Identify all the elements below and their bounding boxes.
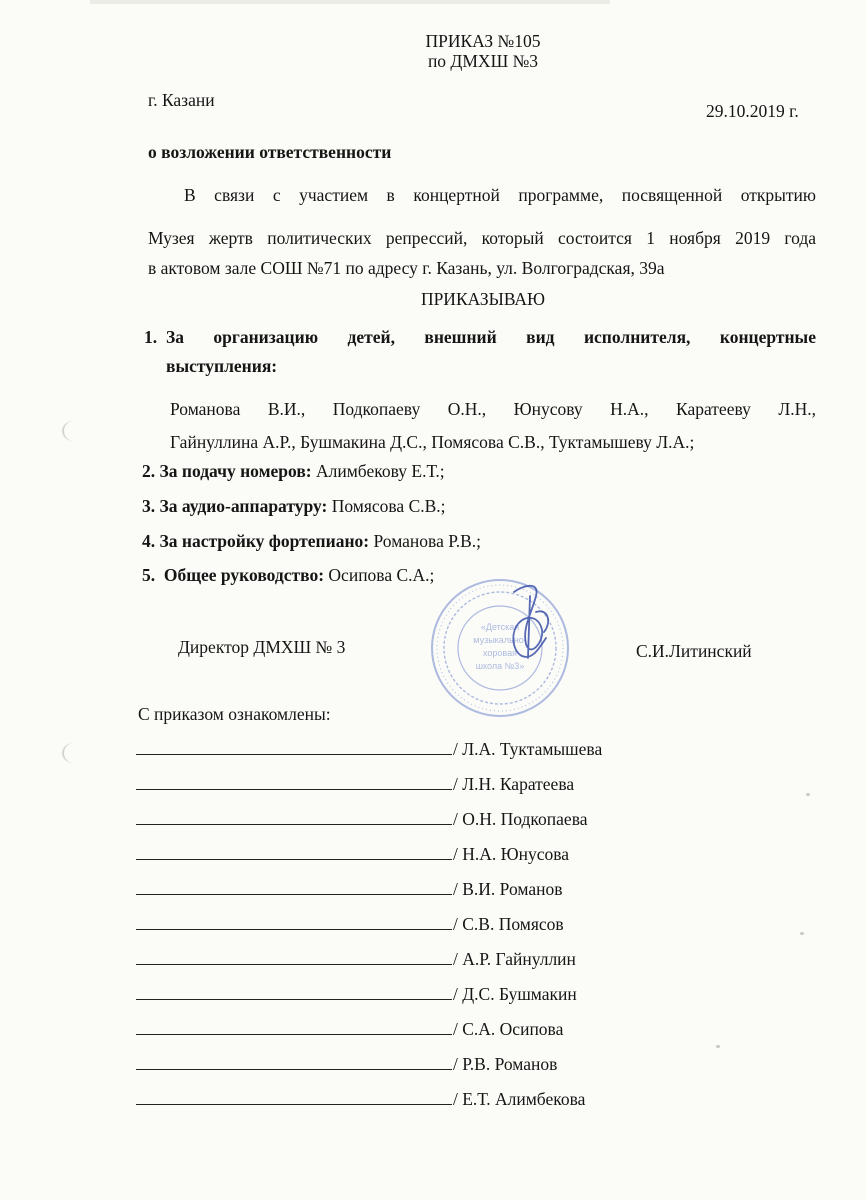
signature-line [136,984,452,1000]
signature-line [136,1019,452,1035]
item-number: 4. [142,531,156,551]
signature-line [136,914,452,930]
item-label: За подачу номеров: [159,461,312,481]
punch-hole-mark [62,420,90,442]
signature-line [136,1054,452,1070]
signatory-position: Директор ДМХШ № 3 [178,637,346,657]
item-label: За организацию детей, внешний вид исполнителя, концертные [166,327,816,347]
acknowledger-name: / С.А. Осипова [453,1019,564,1039]
stamp-text: музыкально- [473,635,527,645]
acknowledgement-row [136,843,569,865]
acknowledger-name: / О.Н. Подкопаева [453,809,588,829]
item-value: Помясова С.В.; [327,496,446,516]
scan-speck [716,1045,720,1048]
order-title: ПРИКАЗ №105 [425,31,541,51]
item-value: Алимбекову Е.Т.; [311,461,445,481]
item-number: 1. [144,327,158,347]
signature-line [136,1089,452,1105]
stamp-text: школа №3» [475,661,525,671]
item-label: выступления: [166,356,278,376]
acknowledgement-row [136,808,588,830]
official-stamp [418,572,588,722]
item-number: 2. [142,461,156,481]
acknowledgement-row [136,983,577,1005]
acknowledger-name: / В.И. Романов [453,879,563,899]
acknowledger-name: / Р.В. Романов [453,1054,558,1074]
order-subtitle: по ДМХШ №3 [427,51,539,71]
signature-line [136,879,452,895]
list-item [142,530,481,552]
list-item [142,495,446,517]
signature-line [136,949,452,965]
list-item [142,564,434,586]
acknowledger-name: / Н.А. Юнусова [453,844,570,864]
order-keyword: ПРИКАЗЫВАЮ [420,289,546,309]
scan-edge-artifact [90,0,610,4]
signature-line [136,739,452,755]
acknowledgement-row [136,948,576,970]
preamble-line: в актовом зале СОШ №71 по адресу г. Казань, ул. Волгоградская, 39а [148,258,665,278]
acknowledgement-row [136,773,574,795]
acknowledger-name: / С.В. Помясов [453,914,564,934]
order-subject: о возложении ответственности [148,142,392,162]
acknowledgement-heading: С приказом ознакомлены: [138,704,331,724]
item-label: Общее руководство: [163,565,325,585]
stamp-text: «Детская [480,622,520,632]
city: г. Казани [148,90,215,110]
signature-line [136,809,452,825]
acknowledger-name: / Д.С. Бушмакин [453,984,577,1004]
acknowledgement-row [136,738,602,760]
signatory-name: С.И.Литинский [636,641,752,661]
stamp-text: хоровая [483,648,517,658]
item-value: Гайнуллина А.Р., Бушмакина Д.С., Помясова С.В., Туктамышеву Л.А.; [170,432,695,452]
item-label: За аудио-аппаратуру: [159,496,328,516]
acknowledger-name: / А.Р. Гайнуллин [453,949,576,969]
item-number: 3. [142,496,156,516]
scan-speck [800,932,804,935]
acknowledgement-row [136,913,564,935]
acknowledgement-row [136,1053,557,1075]
item-label: За настройку фортепиано: [159,531,370,551]
acknowledgement-row [136,1018,563,1040]
scan-speck [806,793,810,796]
order-date: 29.10.2019 г. [706,101,799,121]
acknowledgement-row [136,1088,585,1110]
acknowledgement-row [136,878,563,900]
item-number: 5. [142,565,156,585]
item-value: Осипова С.А.; [324,565,435,585]
signature-line [136,774,452,790]
item-value: Романова В.И., Подкопаеву О.Н., Юнусову Н.А., Каратееву Л.Н., [170,399,816,419]
punch-hole-mark [62,742,90,764]
acknowledger-name: / Е.Т. Алимбекова [453,1089,586,1109]
preamble-line: Музея жертв политических репрессий, который состоится 1 ноября 2019 года [148,228,816,248]
preamble-line: В связи с участием в концертной программе, посвященной открытию [184,185,816,205]
signature-line [136,844,452,860]
item-value: Романова Р.В.; [369,531,482,551]
acknowledger-name: / Л.Н. Каратеева [453,774,575,794]
acknowledger-name: / Л.А. Туктамышева [453,739,603,759]
list-item [142,460,445,482]
